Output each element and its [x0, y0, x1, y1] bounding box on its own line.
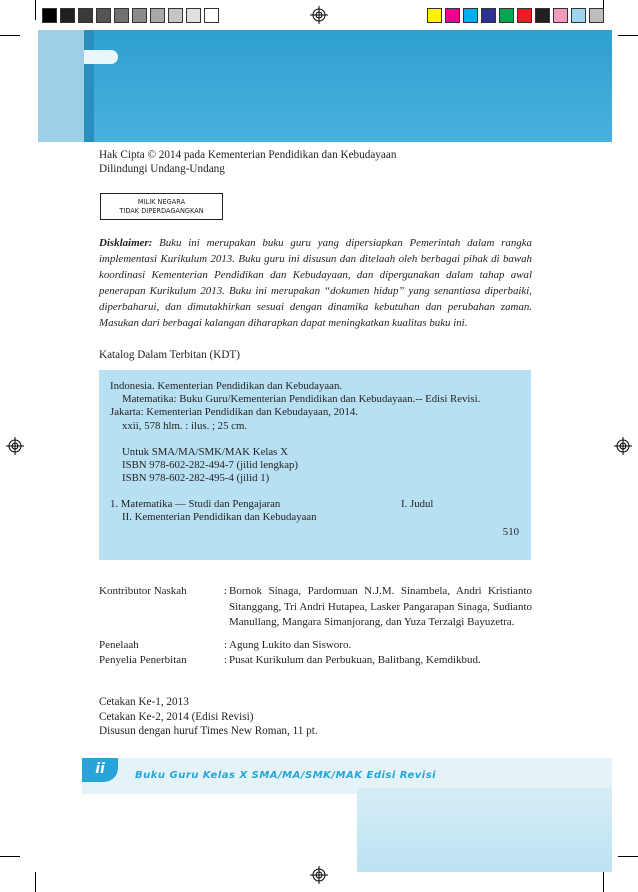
kdt-line-7: ISBN 978-602-282-495-4 (jilid 1): [122, 472, 270, 484]
running-title: Buku Guru Kelas X SMA/MA/SMK/MAK Edisi Revisi: [135, 770, 437, 781]
gray-swatch: [168, 8, 183, 23]
stamp-line-2: TIDAK DIPERDAGANGKAN: [119, 207, 204, 215]
color-swatch: [463, 8, 478, 23]
registration-mark-left-icon: [6, 437, 24, 455]
kdt-line-6: ISBN 978-602-282-494-7 (jilid lengkap): [122, 459, 299, 471]
registration-mark-right-icon: [614, 437, 632, 455]
gray-swatch: [42, 8, 57, 23]
registration-mark-bottom-icon: [310, 866, 328, 884]
gray-swatch: [96, 8, 111, 23]
protected-by-law: Dilindungi Undang-Undang: [99, 163, 225, 175]
kdt-line-1: Indonesia. Kementerian Pendidikan dan Kebudayaan.: [110, 380, 343, 392]
gray-swatch: [114, 8, 129, 23]
color-swatch: [445, 8, 460, 23]
stamp-line-1: MILIK NEGARA: [137, 198, 186, 206]
color-swatch: [535, 8, 550, 23]
disclaimer-text: Buku ini merupakan buku guru yang dipersiapkan Pemerintah dalam rangka implementasi Kurikulum 2013. Buku guru ini disusun dan ditelaah oleh berbagai pihak di bawah koordinasi Kementerian Pendidikan dan Kebudayaan, dan dipergunakan dalam tahap awal penerapan Kurikulum 2013. Buku ini merupakan “dokumen hidup” yang senantiasa diperbaiki, diperbaharui, dan dimutakhirkan sesuai dengan dinamika kebutuhan dan perubahan zaman. Masukan dari berbagai kalangan diharapkan dapat meningkatkan kualitas buku ini.: [99, 237, 532, 329]
page-number: ii: [82, 758, 118, 782]
kdt-line-9: II. Kementerian Pendidikan dan Kebudayaan: [122, 511, 317, 523]
kdt-heading: Katalog Dalam Terbitan (KDT): [99, 349, 240, 361]
credit-value-reviewer: Agung Lukito dan Sisworo.: [229, 639, 352, 651]
footer-decor-block: [357, 788, 612, 872]
credit-colon: :: [224, 585, 228, 597]
header-band: [38, 30, 612, 142]
credit-colon: :: [224, 654, 228, 666]
credit-label-reviewer: Penelaah: [99, 639, 139, 651]
kdt-line-8: 1. Matematika — Studi dan Pengajaran: [110, 498, 281, 510]
gray-swatch: [186, 8, 201, 23]
color-swatch: [481, 8, 496, 23]
kdt-line-2: Matematika: Buku Guru/Kementerian Pendidikan dan Kebudayaan.-- Edisi Revisi.: [122, 393, 481, 405]
credit-label-contributors: Kontributor Naskah: [99, 585, 187, 597]
gray-swatch: [60, 8, 75, 23]
header-stripe: [38, 30, 84, 142]
printing-line-1: Cetakan Ke-1, 2013: [99, 696, 189, 708]
kdt-class-number: 510: [502, 526, 519, 538]
credit-label-publishing: Penyelia Penerbitan: [99, 654, 187, 666]
disclaimer-label: Disklaimer:: [99, 237, 153, 249]
gray-swatch: [150, 8, 165, 23]
header-tab: [84, 50, 118, 64]
color-swatch: [589, 8, 604, 23]
color-swatch: [517, 8, 532, 23]
printing-line-2: Cetakan Ke-2, 2014 (Edisi Revisi): [99, 711, 254, 723]
credit-value-contributors: Bornok Sinaga, Pardomuan N.J.M. Sinambela, Andri Kristianto Sitanggang, Tri Andri Hutapea, Lasker Pangarapan Sinaga, Sudianto Manullang, Mangara Simanjorang, dan Yuza Terzalgi Bayuzetra.: [229, 585, 532, 628]
credit-colon: :: [224, 639, 228, 651]
color-swatch: [499, 8, 514, 23]
color-swatch: [427, 8, 442, 23]
gray-swatch: [78, 8, 93, 23]
gray-swatch: [132, 8, 147, 23]
typeface-note: Disusun dengan huruf Times New Roman, 11 pt.: [99, 725, 318, 737]
color-swatch: [571, 8, 586, 23]
color-swatch: [553, 8, 568, 23]
state-property-stamp: [100, 193, 223, 220]
header-shade: [84, 30, 94, 142]
kdt-box: [99, 370, 531, 560]
credit-value-publishing: Pusat Kurikulum dan Perbukuan, Balitbang, Kemdikbud.: [229, 654, 481, 666]
kdt-line-3: Jakarta: Kementerian Pendidikan dan Kebudayaan, 2014.: [110, 406, 358, 418]
gray-swatch: [204, 8, 219, 23]
registration-mark-top-icon: [310, 6, 328, 24]
copyright-line: Hak Cipta © 2014 pada Kementerian Pendidikan dan Kebudayaan: [99, 149, 397, 161]
kdt-line-8-right: I. Judul: [401, 498, 434, 510]
disclaimer-paragraph: [99, 235, 532, 331]
kdt-line-5: Untuk SMA/MA/SMK/MAK Kelas X: [122, 446, 288, 458]
kdt-line-4: xxii, 578 hlm. : ilus. ; 25 cm.: [122, 420, 248, 432]
